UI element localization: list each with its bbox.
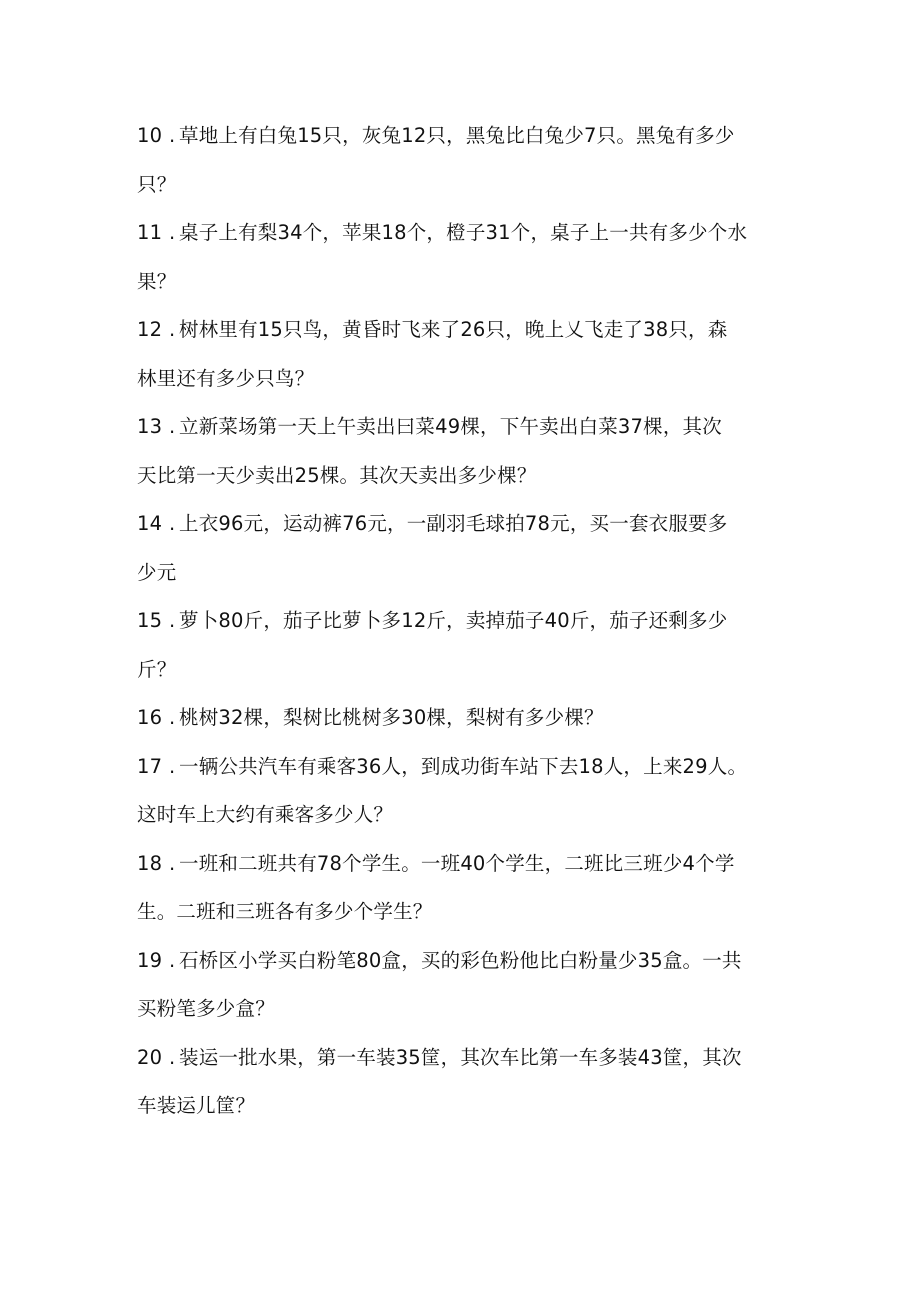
problem-text-line2: 林里还有多少只鸟？	[137, 366, 315, 390]
problem-text-line2: 这时车上大约有乘客多少人？	[137, 803, 394, 826]
problem-item	[137, 743, 797, 840]
problem-item	[137, 597, 797, 694]
problem-text-line2: 只？	[137, 172, 177, 196]
problem-item	[137, 937, 797, 1034]
problem-number: 12	[137, 318, 163, 341]
problem-item	[137, 306, 797, 403]
problem-number: 13	[137, 415, 163, 438]
problem-item	[137, 209, 797, 306]
problem-text-line1: 立新菜场第一天上午卖出曰菜49棵，下午卖出白菜37棵，其次	[179, 415, 722, 438]
problem-dot: .	[169, 706, 176, 729]
problem-item	[137, 403, 797, 500]
problem-number: 20	[137, 1045, 163, 1069]
problem-dot: .	[169, 754, 176, 778]
problem-dot: .	[169, 415, 176, 438]
problem-item	[137, 500, 797, 597]
problem-dot: .	[169, 609, 176, 632]
problem-number: 16	[137, 706, 163, 729]
problem-dot: .	[169, 318, 176, 341]
problem-text-line1: 一班和二班共有78个学生。一班40个学生，二班比三班少4个学	[179, 851, 735, 875]
problem-text-line1: 装运一批水果，第一车装35筐，其次车比第一车多装43筐，其次	[179, 1045, 742, 1069]
problem-text-line2: 买粉笔多少盒？	[137, 997, 275, 1020]
problem-text-line2: 斤？	[137, 657, 177, 681]
problem-number: 15	[137, 609, 163, 632]
problem-item	[137, 112, 797, 209]
problem-text-line2: 车装运儿筐？	[137, 1094, 256, 1117]
problem-number: 19	[137, 948, 163, 972]
problem-item	[137, 694, 797, 743]
problem-text-line2: 少元	[137, 560, 177, 584]
problem-dot: .	[169, 512, 176, 535]
problem-dot: .	[169, 1045, 176, 1069]
problem-dot: .	[169, 124, 176, 147]
problem-text-line1: 萝卜80斤，茄子比萝卜多12斤，卖掉茄子40斤，茄子还剩多少	[179, 609, 728, 632]
problem-text-line2: 果？	[137, 269, 177, 293]
problem-dot: .	[169, 221, 176, 244]
problem-number: 18	[137, 851, 163, 875]
problem-number: 17	[137, 754, 163, 778]
problem-text-line1: 桌子上有梨34个，苹果18个，橙子31个，桌子上一共有多少个水	[179, 221, 748, 244]
problem-text-line1: 一辆公共汽车有乘客36人，到成功街车站下去18人，上来29人。	[179, 754, 748, 778]
problem-text-line1: 上衣96元，运动裤76元，一副羽毛球拍78元，买一套衣服要多	[179, 512, 728, 535]
problem-text-line1: 桃树32棵，梨树比桃树多30棵，梨树有多少棵？	[179, 706, 604, 729]
problem-text-line1: 草地上有白兔15只，灰兔12只，黑兔比白兔少7只。黑兔有多少	[179, 124, 735, 147]
problem-item	[137, 840, 797, 937]
problem-text-line2: 天比第一天少卖出25棵。其次天卖出多少棵？	[137, 463, 537, 487]
problem-text-line1: 树林里有15只鸟，黄昏时飞来了26只，晚上乂飞走了38只，森	[179, 318, 728, 341]
problem-dot: .	[169, 851, 176, 875]
problem-item	[137, 1034, 797, 1131]
problem-dot: .	[169, 948, 176, 972]
problem-number: 11	[137, 221, 163, 244]
problem-number: 10	[137, 124, 163, 147]
problem-text-line1: 石桥区小学买白粉笔80盒，买的彩色粉他比白粉量少35盒。一共	[179, 948, 742, 972]
problem-number: 14	[137, 512, 163, 535]
problem-text-line2: 生。二班和三班各有多少个学生？	[137, 900, 433, 923]
problem-list	[137, 112, 797, 1131]
